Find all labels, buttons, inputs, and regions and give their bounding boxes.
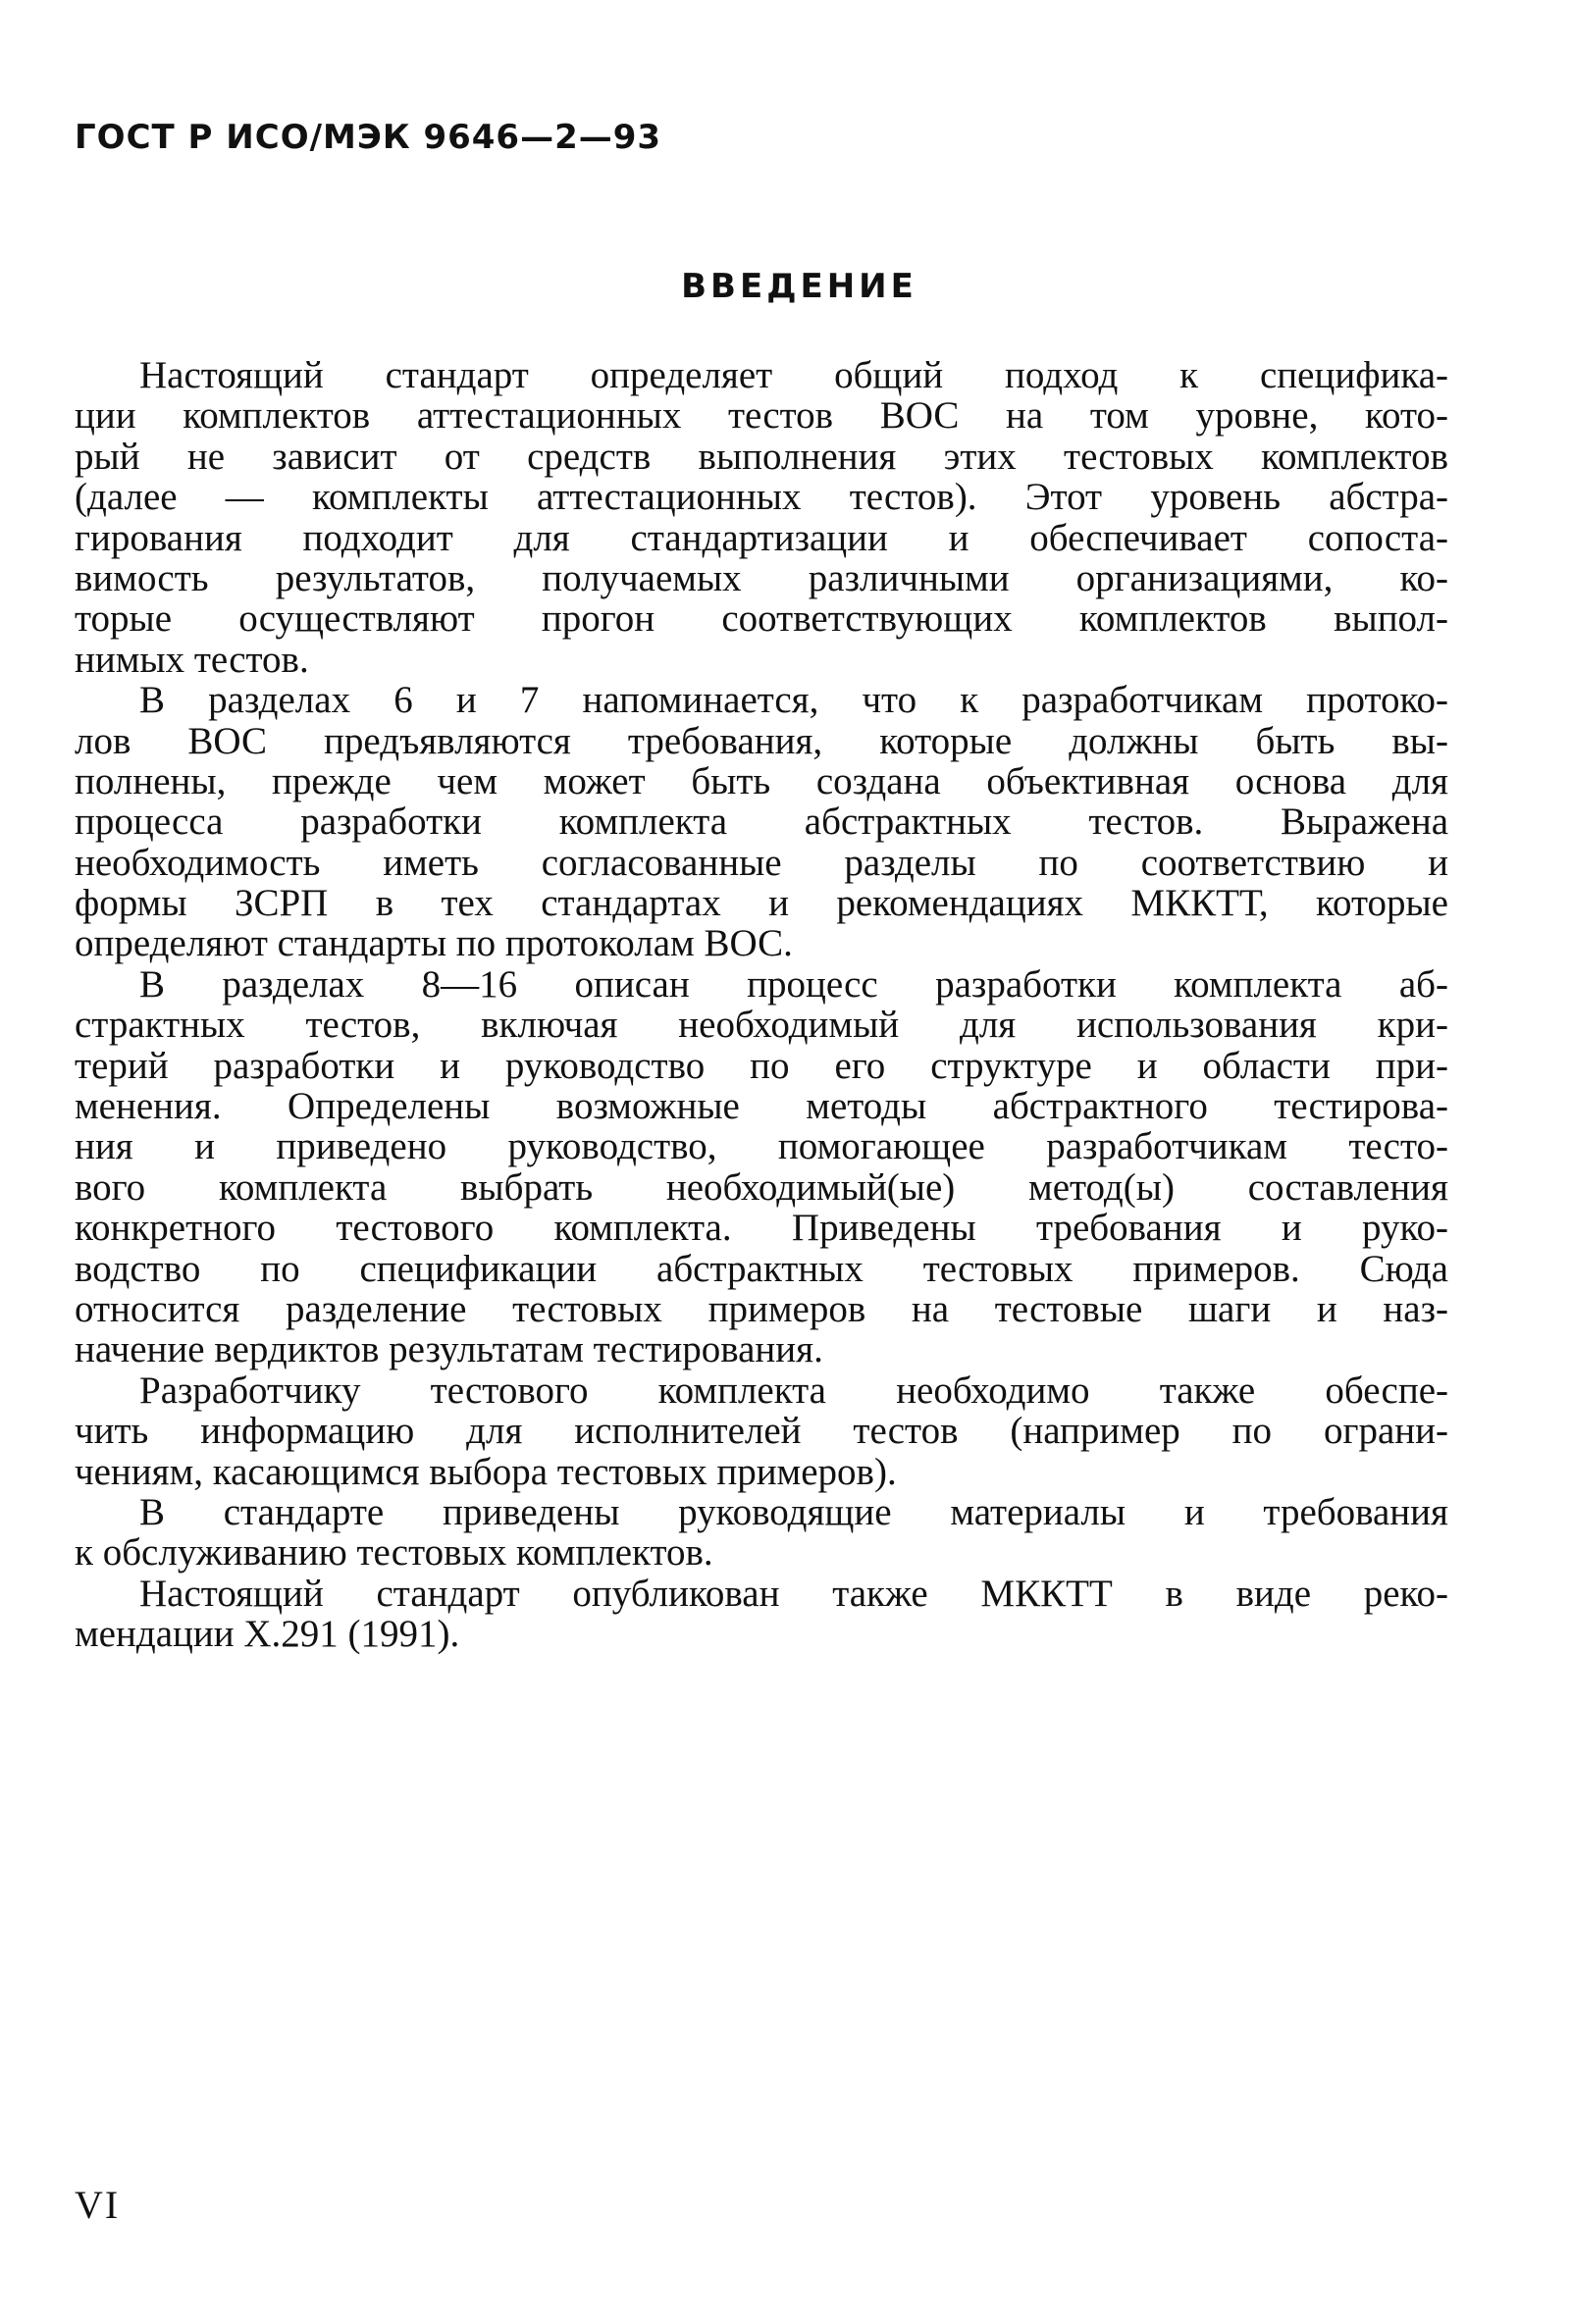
page-number: VI xyxy=(75,2183,121,2227)
text-line: Разработчику тестового комплекта необходимо также обеспе- xyxy=(139,1369,1448,1412)
paragraph xyxy=(75,1370,1448,1492)
text-line: ции комплектов аттестационных тестов ВОС на том уровне, кото- xyxy=(75,394,1448,438)
paragraph xyxy=(75,355,1448,680)
text-line: страктных тестов, включая необходимый для использования кри- xyxy=(75,1004,1448,1047)
text-line: вимость результатов, получаемых различными организациями, ко- xyxy=(75,556,1448,599)
text-line: В стандарте приведены руководящие материалы и требования xyxy=(139,1490,1448,1533)
text-line: гирования подходит для стандартизации и обеспечивает сопоста- xyxy=(75,516,1448,559)
text-line: (далее — комплекты аттестационных тестов). Этот уровень абстра- xyxy=(75,476,1448,519)
text-line: конкретного тестового комплекта. Приведены требования и руко- xyxy=(75,1207,1448,1250)
text-line: ния и приведено руководство, помогающее разработчикам тесто- xyxy=(75,1125,1448,1168)
text-line: терий разработки и руководство по его структуре и области при- xyxy=(75,1044,1448,1087)
section-title: ВВЕДЕНИЕ xyxy=(681,267,917,306)
text-line: полнены, прежде чем может быть создана объективная основа для xyxy=(75,759,1448,802)
text-line: рый не зависит от средств выполнения этих тестовых комплектов xyxy=(75,435,1448,478)
text-line: менения. Определены возможные методы абстрактного тестирова- xyxy=(75,1085,1448,1128)
text-line: Настоящий стандарт опубликован также МККТТ в виде реко- xyxy=(139,1572,1448,1615)
text-line: относится разделение тестовых примеров на тестовые шаги и наз- xyxy=(75,1287,1448,1330)
body-text xyxy=(75,355,1448,1655)
text-line: вого комплекта выбрать необходимый(ые) метод(ы) составления xyxy=(75,1165,1448,1209)
text-line: водство по спецификации абстрактных тестовых примеров. Сюда xyxy=(75,1247,1448,1290)
text-line: формы ЗСРП в тех стандартах и рекомендациях МККТТ, которые xyxy=(75,882,1448,925)
text-line: В разделах 6 и 7 напоминается, что к разработчикам протоко- xyxy=(139,679,1448,722)
text-line: определяют стандарты по протоколам ВОС. xyxy=(75,922,793,965)
text-line: к обслуживанию тестовых комплектов. xyxy=(75,1531,713,1575)
document-code: ГОСТ Р ИСО/МЭК 9646—2—93 xyxy=(75,118,662,157)
paragraph xyxy=(75,1574,1448,1655)
paragraph xyxy=(75,1492,1448,1574)
text-line: чениям, касающимся выбора тестовых примеров). xyxy=(75,1450,897,1493)
text-line: В разделах 8—16 описан процесс разработки комплекта аб- xyxy=(139,962,1448,1006)
text-line: необходимость иметь согласованные разделы по соответствию и xyxy=(75,841,1448,884)
text-line: Настоящий стандарт определяет общий подход к специфика- xyxy=(139,354,1448,396)
text-line: лов ВОС предъявляются требования, которые должны быть вы- xyxy=(75,719,1448,762)
text-line: торые осуществляют прогон соответствующих комплектов выпол- xyxy=(75,597,1448,641)
paragraph xyxy=(75,680,1448,964)
paragraph xyxy=(75,964,1448,1370)
text-line: мендации Х.291 (1991). xyxy=(75,1613,460,1656)
text-line: нимых тестов. xyxy=(75,638,309,681)
text-line: процесса разработки комплекта абстрактных тестов. Выражена xyxy=(75,800,1448,844)
text-line: начение вердиктов результатам тестирования. xyxy=(75,1328,823,1371)
text-line: чить информацию для исполнителей тестов (например по ограни- xyxy=(75,1410,1448,1453)
